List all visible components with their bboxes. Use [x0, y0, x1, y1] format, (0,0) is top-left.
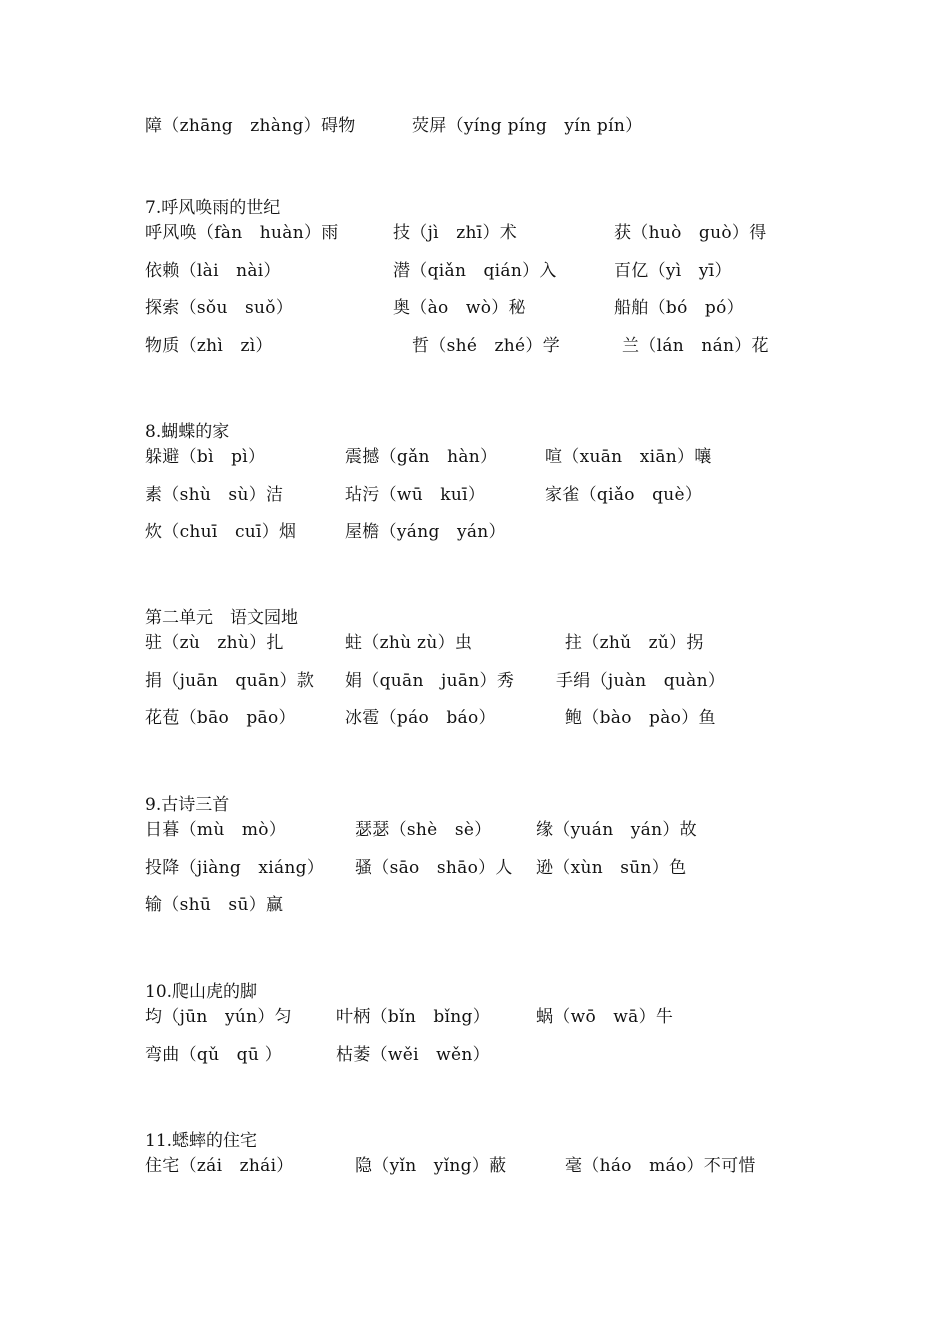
pinyin-entry: 隐（yǐn yǐng）蔽: [355, 1156, 507, 1176]
pinyin-entry: 冰雹（páo báo）: [345, 708, 496, 728]
pinyin-entry: 住宅（zái zhái）: [145, 1156, 294, 1176]
pinyin-entry: 手绢（juàn quàn）: [556, 670, 726, 691]
pinyin-entry: 捐（juān quān）款: [145, 670, 315, 691]
pinyin-entry: 探索（sǒu suǒ）: [145, 298, 294, 318]
pinyin-entry: 震撼（gǎn hàn）: [345, 447, 498, 467]
pinyin-entry: 毫（háo máo）不可惜: [565, 1156, 756, 1176]
entry-row: [145, 856, 845, 894]
section-continuation: [145, 114, 845, 152]
section-lesson-9: [145, 792, 845, 931]
entry-row: [145, 1043, 845, 1081]
pinyin-entry: 叶柄（bǐn bǐng）: [336, 1007, 491, 1027]
section-title: 9.古诗三首: [145, 795, 230, 815]
pinyin-entry: 物质（zhì zì）: [145, 335, 273, 356]
pinyin-entry: 潜（qiǎn qián）入: [393, 260, 557, 281]
pinyin-entry: 炊（chuī cuī）烟: [145, 522, 297, 542]
entry-row: [145, 1005, 845, 1043]
pinyin-entry: 枯萎（wěi wěn）: [336, 1044, 490, 1065]
pinyin-entry: 输（shū sū）赢: [145, 895, 284, 915]
pinyin-entry: 技（jì zhī）术: [393, 223, 518, 243]
section-lesson-7: [145, 195, 845, 371]
pinyin-entry: 娟（quān juān）秀: [345, 670, 515, 691]
entry-row: [145, 669, 845, 707]
pinyin-entry: 素（shù sù）洁: [145, 484, 284, 505]
pinyin-entry: 船舶（bó pó）: [614, 298, 744, 318]
pinyin-entry: 获（huò guò）得: [614, 223, 767, 243]
entry-row: [145, 296, 845, 334]
pinyin-entry: 屋檐（yáng yán）: [345, 522, 506, 542]
section-unit-2: [145, 605, 845, 744]
entry-row: [145, 1154, 845, 1192]
pinyin-entry: 骚（sāo shāo）人: [355, 857, 513, 878]
pinyin-entry: 荧屏（yíng píng yín pín）: [412, 116, 643, 136]
pinyin-entry: 玷污（wū kuī）: [345, 484, 486, 505]
entry-row: [145, 114, 845, 152]
pinyin-entry: 兰（lán nán）花: [622, 335, 769, 356]
entry-row: [145, 483, 845, 521]
section-title: 第二单元 语文园地: [145, 608, 298, 628]
entry-row: [145, 631, 845, 669]
pinyin-entry: 拄（zhǔ zǔ）拐: [565, 633, 704, 653]
pinyin-entry: 缘（yuán yán）故: [536, 820, 697, 840]
pinyin-entry: 瑟瑟（shè sè）: [355, 820, 492, 840]
pinyin-entry: 逊（xùn sūn）色: [536, 857, 687, 878]
section-title: 7.呼风唤雨的世纪: [145, 198, 281, 218]
pinyin-entry: 百亿（yì yī）: [614, 260, 732, 281]
pinyin-entry: 奥（ào wò）秘: [393, 298, 526, 318]
pinyin-entry: 哲（shé zhé）学: [412, 335, 560, 356]
pinyin-entry: 驻（zù zhù）扎: [145, 633, 284, 653]
pinyin-entry: 呼风唤（fàn huàn）雨: [145, 223, 339, 243]
entry-row: [145, 818, 845, 856]
section-lesson-11: [145, 1128, 845, 1192]
pinyin-entry: 家雀（qiǎo què）: [545, 484, 703, 505]
entry-row: [145, 334, 845, 372]
pinyin-entry: 喧（xuān xiān）嚷: [545, 447, 712, 467]
section-title: 8.蝴蝶的家: [145, 422, 230, 442]
pinyin-entry: 蜗（wō wā）牛: [536, 1007, 674, 1027]
pinyin-entry: 躲避（bì pì）: [145, 447, 266, 467]
pinyin-entry: 弯曲（qǔ qū ）: [145, 1044, 283, 1065]
pinyin-entry: 花苞（bāo pāo）: [145, 708, 296, 728]
pinyin-entry: 日暮（mù mò）: [145, 820, 287, 840]
pinyin-entry: 蛀（zhù zù）虫: [345, 633, 473, 653]
pinyin-entry: 均（jūn yún）匀: [145, 1007, 292, 1027]
entry-row: [145, 259, 845, 297]
section-lesson-8: [145, 419, 845, 558]
entry-row: [145, 445, 845, 483]
entry-row: [145, 706, 845, 744]
pinyin-entry: 障（zhāng zhàng）碍物: [145, 116, 356, 136]
pinyin-entry: 依赖（lài nài）: [145, 260, 281, 281]
pinyin-entry: 鲍（bào pào）鱼: [565, 708, 716, 728]
entry-row: [145, 893, 845, 931]
pinyin-entry: 投降（jiàng xiáng）: [145, 857, 325, 878]
section-title: 11.蟋蟀的住宅: [145, 1131, 258, 1151]
entry-row: [145, 520, 845, 558]
section-title: 10.爬山虎的脚: [145, 982, 258, 1002]
entry-row: [145, 221, 845, 259]
section-lesson-10: [145, 979, 845, 1080]
